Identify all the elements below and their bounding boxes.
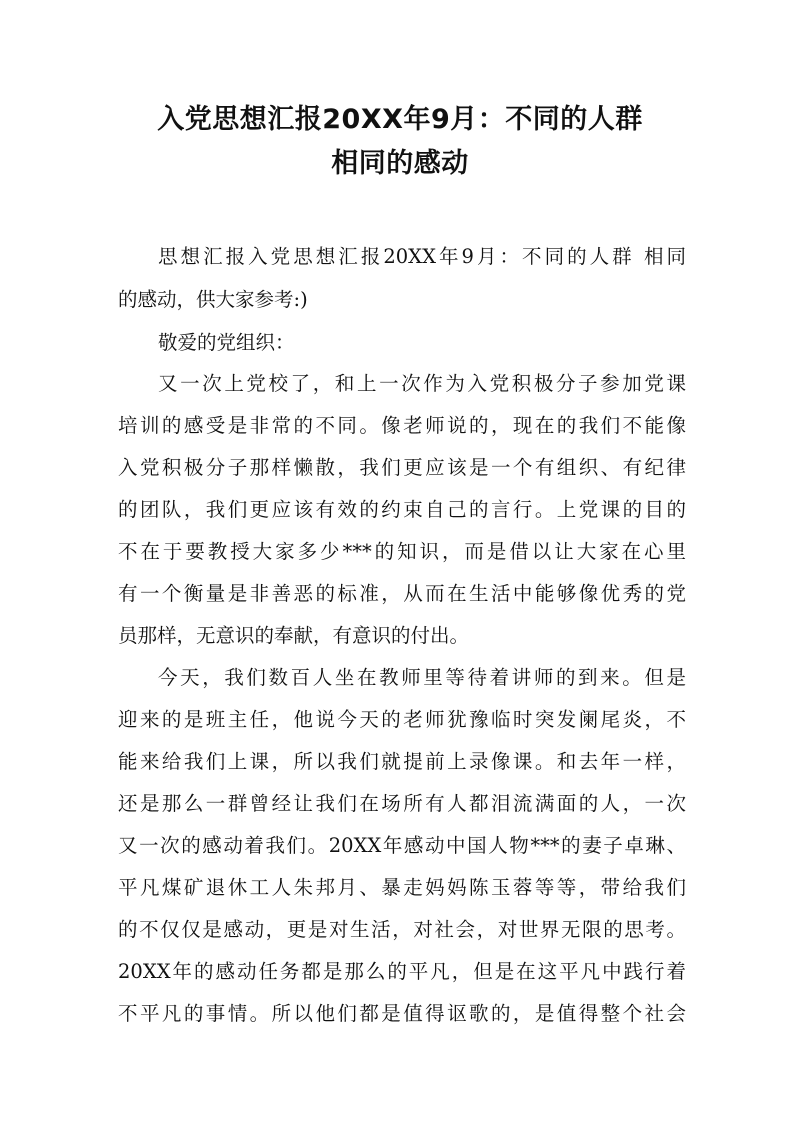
document-title-line-1: 入党思想汇报20XX年9月：不同的人群 [157,104,643,135]
paragraph-line: 的团队，我们更应该有效的约束自己的言行。上党课的目的 [118,498,686,521]
paragraph-line: 20XX年的感动任务都是那么的平凡，但是在这平凡中践行着 [118,960,686,983]
paragraph-line: 今天，我们数百人坐在教师里等待着讲师的到来。但是 [158,666,686,689]
paragraph-line: 有一个衡量是非善恶的标准，从而在生活中能够像优秀的党 [118,582,686,605]
paragraph-line: 的感动，供大家参考:) [118,288,308,311]
paragraph-line: 能来给我们上课，所以我们就提前上录像课。和去年一样， [118,750,686,773]
paragraph-line: 又一次的感动着我们。20XX年感动中国人物***的妻子卓琳、 [118,834,686,857]
paragraph-line: 入党积极分子那样懒散，我们更应该是一个有组织、有纪律 [118,456,686,479]
paragraph-line: 又一次上党校了，和上一次作为入党积极分子参加党课 [158,372,686,395]
paragraph-line: 不平凡的事情。所以他们都是值得讴歌的，是值得整个社会 [118,1002,686,1025]
paragraph-line: 平凡煤矿退休工人朱邦月、暴走妈妈陈玉蓉等等，带给我们 [118,876,686,899]
paragraph-line: 思想汇报入党思想汇报20XX年9月：不同的人群 相同 [158,245,686,268]
paragraph-line: 迎来的是班主任，他说今天的老师犹豫临时突发阑尾炎，不 [118,708,686,731]
paragraph-line: 不在于要教授大家多少***的知识，而是借以让大家在心里 [118,540,686,563]
salutation-line: 敬爱的党组织： [158,331,295,354]
document-title-line-2: 相同的感动 [331,148,469,179]
paragraph-line: 员那样，无意识的奉献，有意识的付出。 [118,624,470,647]
paragraph-line: 培训的感受是非常的不同。像老师说的，现在的我们不能像 [118,414,686,437]
paragraph-line: 还是那么一群曾经让我们在场所有人都泪流满面的人，一次 [118,792,686,815]
paragraph-line: 的不仅仅是感动，更是对生活，对社会，对世界无限的思考。 [118,918,686,941]
